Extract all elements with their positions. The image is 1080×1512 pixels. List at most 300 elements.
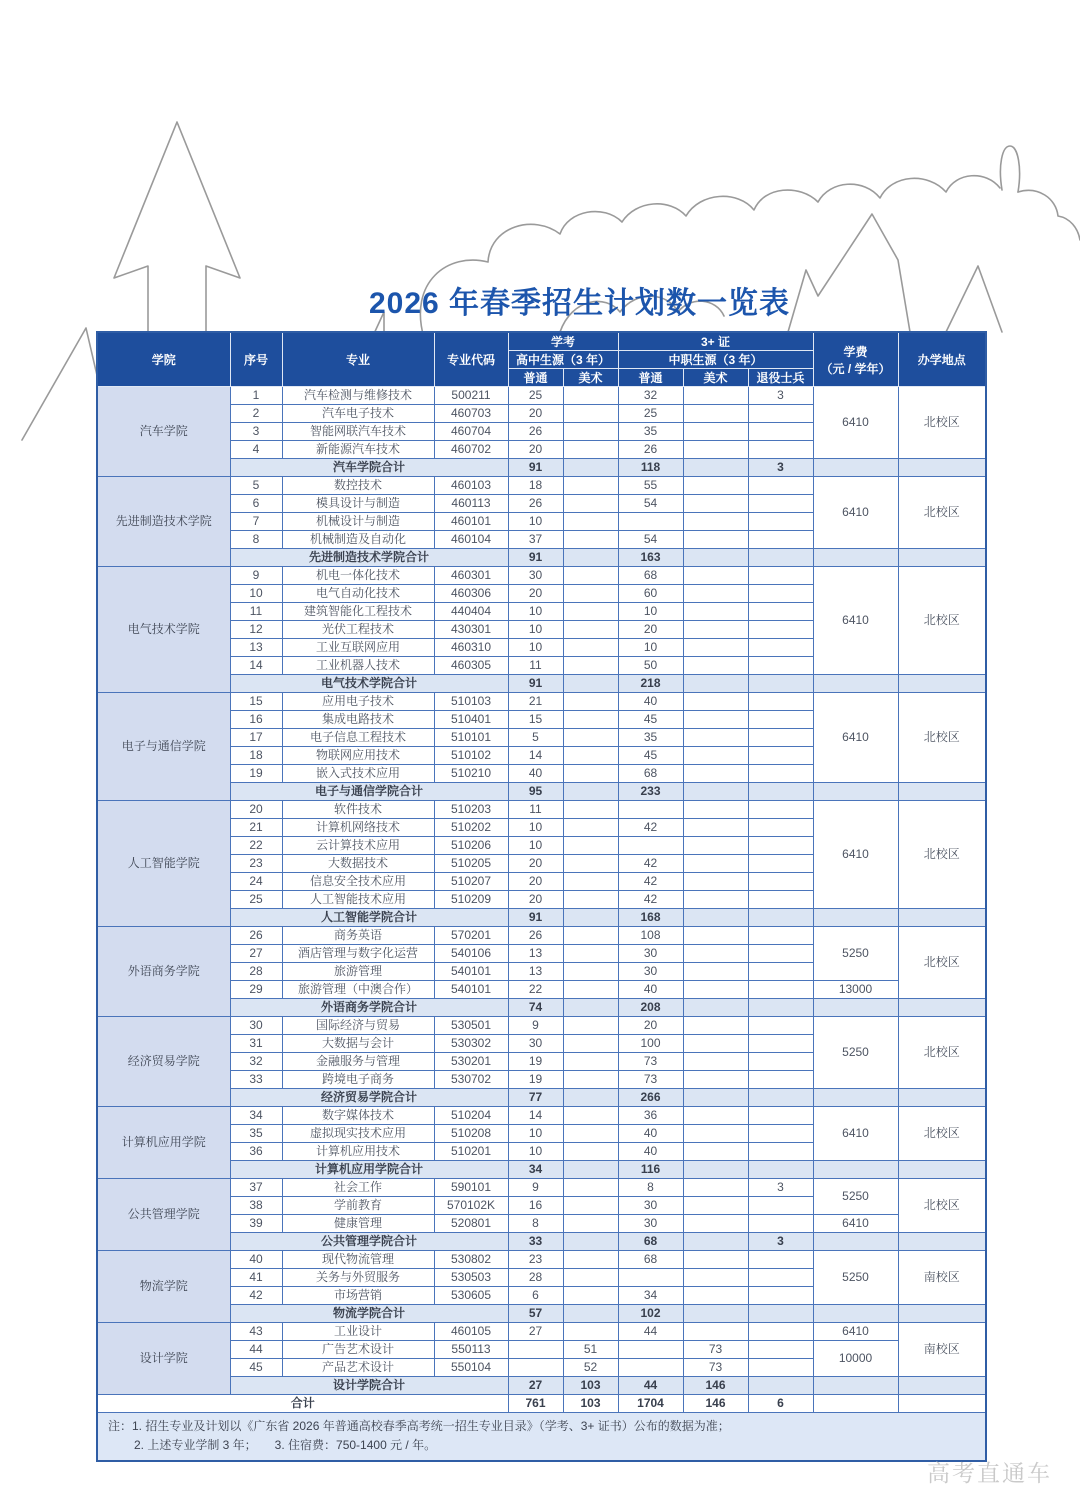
major-cell: 现代物流管理: [282, 1251, 434, 1269]
major-cell: 旅游管理: [282, 963, 434, 981]
enrollment-table: [96, 331, 987, 1462]
plan-count-cell: [683, 1017, 748, 1035]
plan-count-cell: 20: [508, 585, 563, 603]
major-cell: 旅游管理（中澳合作）: [282, 981, 434, 999]
plan-count-cell: [563, 819, 618, 837]
major-code-cell: 570102K: [434, 1197, 508, 1215]
plan-count-cell: 21: [508, 693, 563, 711]
plan-count-cell: [683, 621, 748, 639]
plan-count-cell: [618, 513, 683, 531]
serial-cell: 1: [230, 387, 282, 405]
grand-total-sz-putong: 1704: [618, 1395, 683, 1413]
serial-cell: 8: [230, 531, 282, 549]
plan-count-cell: [683, 1071, 748, 1089]
plan-count-cell: 54: [618, 531, 683, 549]
subtotal-count-cell: [748, 1305, 813, 1323]
major-cell: 金融服务与管理: [282, 1053, 434, 1071]
plan-count-cell: [683, 837, 748, 855]
subtotal-tuition-empty: [813, 1305, 898, 1323]
plan-count-cell: [748, 963, 813, 981]
location-cell: 北校区: [898, 801, 986, 909]
serial-cell: 40: [230, 1251, 282, 1269]
plan-count-cell: [563, 1035, 618, 1053]
plan-count-cell: [748, 1125, 813, 1143]
major-cell: 机电一体化技术: [282, 567, 434, 585]
plan-count-cell: [683, 477, 748, 495]
plan-count-cell: [683, 981, 748, 999]
subtotal-count-cell: 163: [618, 549, 683, 567]
plan-count-cell: [563, 1053, 618, 1071]
subtotal-location-empty: [898, 675, 986, 693]
major-code-cell: 510401: [434, 711, 508, 729]
major-cell: 电子信息工程技术: [282, 729, 434, 747]
plan-count-cell: 10: [508, 837, 563, 855]
program-row: [97, 1323, 986, 1341]
subtotal-count-cell: 33: [508, 1233, 563, 1251]
plan-count-cell: 13: [508, 945, 563, 963]
major-code-cell: 530802: [434, 1251, 508, 1269]
col-header-code: 专业代码: [434, 332, 508, 387]
plan-count-cell: [563, 693, 618, 711]
plan-count-cell: [563, 387, 618, 405]
subtotal-count-cell: 95: [508, 783, 563, 801]
serial-cell: 38: [230, 1197, 282, 1215]
major-code-cell: 510203: [434, 801, 508, 819]
serial-cell: 15: [230, 693, 282, 711]
subtotal-count-cell: [748, 783, 813, 801]
plan-count-cell: 40: [508, 765, 563, 783]
plan-count-cell: 10: [618, 639, 683, 657]
serial-cell: 5: [230, 477, 282, 495]
plan-count-cell: 9: [508, 1017, 563, 1035]
notes-cell: [97, 1413, 986, 1462]
plan-count-cell: [563, 711, 618, 729]
major-cell: 软件技术: [282, 801, 434, 819]
plan-count-cell: 73: [618, 1071, 683, 1089]
college-cell: 经济贸易学院: [97, 1017, 230, 1107]
plan-count-cell: 13: [508, 963, 563, 981]
major-cell: 集成电路技术: [282, 711, 434, 729]
major-cell: 模具设计与制造: [282, 495, 434, 513]
plan-count-cell: [683, 441, 748, 459]
subtotal-row: [97, 1233, 986, 1251]
plan-count-cell: [563, 585, 618, 603]
plan-count-cell: [563, 441, 618, 459]
plan-count-cell: [683, 1323, 748, 1341]
plan-count-cell: 35: [618, 729, 683, 747]
subtotal-location-empty: [898, 1161, 986, 1179]
major-code-cell: 530503: [434, 1269, 508, 1287]
plan-count-cell: 8: [508, 1215, 563, 1233]
plan-count-cell: [748, 801, 813, 819]
major-cell: 产品艺术设计: [282, 1359, 434, 1377]
plan-count-cell: [748, 531, 813, 549]
subtotal-row: [97, 1089, 986, 1107]
plan-count-cell: [563, 603, 618, 621]
serial-cell: 26: [230, 927, 282, 945]
tuition-header-line2: （元 / 学年）: [820, 361, 891, 376]
subtotal-count-cell: 74: [508, 999, 563, 1017]
location-cell: 北校区: [898, 567, 986, 675]
program-row: [97, 1179, 986, 1197]
plan-count-cell: 32: [618, 387, 683, 405]
serial-cell: 43: [230, 1323, 282, 1341]
serial-cell: 18: [230, 747, 282, 765]
plan-count-cell: 42: [618, 855, 683, 873]
major-code-cell: 460305: [434, 657, 508, 675]
tuition-cell: 6410: [813, 387, 898, 459]
location-cell: 北校区: [898, 1107, 986, 1161]
plan-count-cell: [563, 729, 618, 747]
program-row: [97, 477, 986, 495]
plan-count-cell: [683, 513, 748, 531]
col-header-location: 办学地点: [898, 332, 986, 387]
plan-count-cell: [748, 1107, 813, 1125]
major-code-cell: 460306: [434, 585, 508, 603]
plan-count-cell: 22: [508, 981, 563, 999]
plan-count-cell: [563, 765, 618, 783]
college-cell: 汽车学院: [97, 387, 230, 477]
major-cell: 数控技术: [282, 477, 434, 495]
subtotal-count-cell: [748, 675, 813, 693]
subtotal-count-cell: [748, 549, 813, 567]
subtotal-count-cell: 77: [508, 1089, 563, 1107]
subtotal-count-cell: [683, 1161, 748, 1179]
major-code-cell: 510209: [434, 891, 508, 909]
college-cell: 电气技术学院: [97, 567, 230, 693]
tuition-cell: 6410: [813, 567, 898, 675]
serial-cell: 42: [230, 1287, 282, 1305]
major-cell: 工业设计: [282, 1323, 434, 1341]
subtotal-label: 物流学院合计: [230, 1305, 508, 1323]
plan-count-cell: [563, 1197, 618, 1215]
plan-count-cell: [683, 945, 748, 963]
major-cell: 光伏工程技术: [282, 621, 434, 639]
plan-count-cell: 11: [508, 801, 563, 819]
major-code-cell: 540106: [434, 945, 508, 963]
serial-cell: 32: [230, 1053, 282, 1071]
major-code-cell: 570201: [434, 927, 508, 945]
plan-count-cell: [683, 1215, 748, 1233]
plan-count-cell: 60: [618, 585, 683, 603]
plan-count-cell: 3: [748, 1179, 813, 1197]
plan-count-cell: 37: [508, 531, 563, 549]
plan-count-cell: [618, 801, 683, 819]
plan-count-cell: [618, 1269, 683, 1287]
plan-count-cell: [563, 1071, 618, 1089]
col-header-putong-xk: 普通: [508, 369, 563, 387]
serial-cell: 7: [230, 513, 282, 531]
plan-count-cell: 30: [618, 945, 683, 963]
plan-count-cell: 10: [508, 639, 563, 657]
major-cell: 汽车电子技术: [282, 405, 434, 423]
major-cell: 新能源汽车技术: [282, 441, 434, 459]
plan-count-cell: [508, 1341, 563, 1359]
subtotal-row: [97, 675, 986, 693]
location-cell: 南校区: [898, 1251, 986, 1305]
serial-cell: 25: [230, 891, 282, 909]
program-row: [97, 1017, 986, 1035]
location-cell: 北校区: [898, 1179, 986, 1233]
plan-count-cell: 10: [618, 603, 683, 621]
serial-cell: 34: [230, 1107, 282, 1125]
plan-count-cell: [683, 531, 748, 549]
serial-cell: 36: [230, 1143, 282, 1161]
major-cell: 信息安全技术应用: [282, 873, 434, 891]
plan-count-cell: [618, 1341, 683, 1359]
subtotal-count-cell: 27: [508, 1377, 563, 1395]
serial-cell: 6: [230, 495, 282, 513]
plan-count-cell: 45: [618, 711, 683, 729]
plan-count-cell: [748, 405, 813, 423]
subtotal-count-cell: 103: [563, 1377, 618, 1395]
col-header-sanzheng: 3+ 证: [618, 332, 813, 351]
serial-cell: 29: [230, 981, 282, 999]
major-cell: 物联网应用技术: [282, 747, 434, 765]
major-code-cell: 510101: [434, 729, 508, 747]
plan-count-cell: [563, 981, 618, 999]
subtotal-count-cell: [683, 999, 748, 1017]
subtotal-count-cell: [683, 1233, 748, 1251]
major-cell: 跨境电子商务: [282, 1071, 434, 1089]
serial-cell: 23: [230, 855, 282, 873]
plan-count-cell: 30: [618, 1197, 683, 1215]
serial-cell: 44: [230, 1341, 282, 1359]
plan-count-cell: [683, 495, 748, 513]
grand-total-label: 合计: [97, 1395, 508, 1413]
subtotal-location-empty: [898, 1089, 986, 1107]
major-code-cell: 460310: [434, 639, 508, 657]
plan-count-cell: 10: [508, 603, 563, 621]
subtotal-count-cell: [683, 909, 748, 927]
col-header-college: 学院: [97, 332, 230, 387]
subtotal-count-cell: 44: [618, 1377, 683, 1395]
plan-count-cell: [563, 423, 618, 441]
plan-count-cell: 20: [508, 855, 563, 873]
plan-count-cell: [563, 1143, 618, 1161]
enrollment-table-container: [96, 331, 987, 1462]
plan-count-cell: [563, 945, 618, 963]
plan-count-cell: [563, 747, 618, 765]
major-code-cell: 460301: [434, 567, 508, 585]
plan-count-cell: 30: [508, 1035, 563, 1053]
program-row: [97, 567, 986, 585]
serial-cell: 45: [230, 1359, 282, 1377]
major-code-cell: 460113: [434, 495, 508, 513]
plan-count-cell: [683, 1125, 748, 1143]
college-cell: 公共管理学院: [97, 1179, 230, 1251]
plan-count-cell: 40: [618, 1143, 683, 1161]
plan-count-cell: [563, 927, 618, 945]
subtotal-tuition-empty: [813, 675, 898, 693]
tuition-cell: 5250: [813, 1179, 898, 1215]
subtotal-count-cell: [563, 1089, 618, 1107]
major-code-cell: 460704: [434, 423, 508, 441]
col-header-tuition: [813, 332, 898, 387]
major-cell: 健康管理: [282, 1215, 434, 1233]
plan-count-cell: 26: [508, 495, 563, 513]
serial-cell: 17: [230, 729, 282, 747]
plan-count-cell: [563, 1179, 618, 1197]
subtotal-location-empty: [898, 909, 986, 927]
plan-count-cell: [748, 423, 813, 441]
cloud-tail: [1018, 190, 1080, 240]
plan-count-cell: 10: [508, 819, 563, 837]
major-cell: 社会工作: [282, 1179, 434, 1197]
plan-count-cell: 44: [618, 1323, 683, 1341]
plan-count-cell: 8: [618, 1179, 683, 1197]
subtotal-count-cell: 118: [618, 459, 683, 477]
plan-count-cell: [748, 441, 813, 459]
plan-count-cell: [683, 387, 748, 405]
major-code-cell: 550104: [434, 1359, 508, 1377]
plan-count-cell: 68: [618, 567, 683, 585]
subtotal-count-cell: [563, 549, 618, 567]
subtotal-tuition-empty: [813, 1089, 898, 1107]
subtotal-location-empty: [898, 549, 986, 567]
plan-count-cell: [748, 1323, 813, 1341]
grand-total-sz-meishu: 146: [683, 1395, 748, 1413]
plan-count-cell: [748, 603, 813, 621]
subtotal-count-cell: 146: [683, 1377, 748, 1395]
major-code-cell: 510204: [434, 1107, 508, 1125]
location-cell: 南校区: [898, 1323, 986, 1377]
subtotal-count-cell: [683, 549, 748, 567]
major-cell: 关务与外贸服务: [282, 1269, 434, 1287]
plan-count-cell: 42: [618, 891, 683, 909]
plan-count-cell: [563, 1287, 618, 1305]
subtotal-count-cell: [748, 1377, 813, 1395]
major-code-cell: 510103: [434, 693, 508, 711]
plan-count-cell: 73: [683, 1359, 748, 1377]
program-row: [97, 1107, 986, 1125]
major-cell: 虚拟现实技术应用: [282, 1125, 434, 1143]
plan-count-cell: 73: [683, 1341, 748, 1359]
plan-count-cell: [563, 873, 618, 891]
col-header-no: 序号: [230, 332, 282, 387]
plan-count-cell: [563, 1323, 618, 1341]
major-code-cell: 530702: [434, 1071, 508, 1089]
plan-count-cell: 20: [618, 1017, 683, 1035]
plan-count-cell: 14: [508, 747, 563, 765]
plan-count-cell: [748, 585, 813, 603]
plan-count-cell: [748, 567, 813, 585]
serial-cell: 20: [230, 801, 282, 819]
program-row: [97, 387, 986, 405]
col-header-gaozhong: 高中生源（3 年）: [508, 351, 618, 369]
subtotal-count-cell: 233: [618, 783, 683, 801]
subtotal-tuition-empty: [813, 459, 898, 477]
plan-count-cell: [563, 1215, 618, 1233]
major-cell: 应用电子技术: [282, 693, 434, 711]
plan-count-cell: [563, 405, 618, 423]
college-cell: 计算机应用学院: [97, 1107, 230, 1179]
plan-count-cell: 34: [618, 1287, 683, 1305]
subtotal-count-cell: [563, 1305, 618, 1323]
plan-count-cell: [683, 639, 748, 657]
subtotal-label: 计算机应用学院合计: [230, 1161, 508, 1179]
plan-count-cell: 20: [508, 891, 563, 909]
major-cell: 智能网联汽车技术: [282, 423, 434, 441]
subtotal-label: 汽车学院合计: [230, 459, 508, 477]
plan-count-cell: [683, 1197, 748, 1215]
subtotal-count-cell: 218: [618, 675, 683, 693]
serial-cell: 4: [230, 441, 282, 459]
major-cell: 嵌入式技术应用: [282, 765, 434, 783]
table-header: [97, 332, 986, 387]
major-code-cell: 530302: [434, 1035, 508, 1053]
plan-count-cell: [683, 855, 748, 873]
subtotal-count-cell: 57: [508, 1305, 563, 1323]
note-line-2: 2. 上述专业学制 3 年； 3. 住宿费：750-1400 元 / 年。: [134, 1438, 437, 1452]
major-cell: 大数据与会计: [282, 1035, 434, 1053]
plan-count-cell: 26: [618, 441, 683, 459]
grand-total-tuiyi: 6: [748, 1395, 813, 1413]
major-code-cell: 540101: [434, 981, 508, 999]
note-line-1: 注：1. 招生专业及计划以《广东省 2026 年普通高校春季高考统一招生专业目录》（学考、3+ 证书）公布的数据为准；: [108, 1419, 730, 1433]
subtotal-row: [97, 1305, 986, 1323]
program-row: [97, 693, 986, 711]
subtotal-label: 人工智能学院合计: [230, 909, 508, 927]
plan-count-cell: 68: [618, 765, 683, 783]
plan-count-cell: [563, 891, 618, 909]
plan-count-cell: [683, 963, 748, 981]
plan-count-cell: [683, 693, 748, 711]
plan-count-cell: 42: [618, 873, 683, 891]
plan-count-cell: [563, 1125, 618, 1143]
col-header-tuiyi: 退役士兵: [748, 369, 813, 387]
plan-count-cell: 30: [618, 1215, 683, 1233]
location-cell: 北校区: [898, 1017, 986, 1089]
plan-count-cell: [683, 567, 748, 585]
serial-cell: 12: [230, 621, 282, 639]
plan-count-cell: [748, 1053, 813, 1071]
major-code-cell: 460703: [434, 405, 508, 423]
plan-count-cell: [748, 1035, 813, 1053]
plan-count-cell: [563, 531, 618, 549]
plan-count-cell: [748, 639, 813, 657]
plan-count-cell: 45: [618, 747, 683, 765]
plan-count-cell: [748, 1269, 813, 1287]
location-cell: 北校区: [898, 927, 986, 999]
plan-count-cell: [748, 1071, 813, 1089]
subtotal-tuition-empty: [813, 1233, 898, 1251]
plan-count-cell: [563, 621, 618, 639]
program-row: [97, 1215, 986, 1233]
tuition-cell: 10000: [813, 1341, 898, 1377]
serial-cell: 16: [230, 711, 282, 729]
table-footer: [97, 1395, 986, 1462]
plan-count-cell: [748, 855, 813, 873]
plan-count-cell: 54: [618, 495, 683, 513]
subtotal-tuition-empty: [813, 783, 898, 801]
plan-count-cell: 20: [618, 621, 683, 639]
major-code-cell: 460103: [434, 477, 508, 495]
plan-count-cell: 26: [508, 423, 563, 441]
major-cell: 云计算技术应用: [282, 837, 434, 855]
major-cell: 汽车检测与维修技术: [282, 387, 434, 405]
plan-count-cell: [748, 927, 813, 945]
plan-count-cell: [748, 1341, 813, 1359]
plan-count-cell: 27: [508, 1323, 563, 1341]
major-cell: 机械制造及自动化: [282, 531, 434, 549]
subtotal-tuition-empty: [813, 549, 898, 567]
plan-count-cell: [683, 603, 748, 621]
plan-count-cell: [748, 1143, 813, 1161]
plan-count-cell: [683, 819, 748, 837]
serial-cell: 3: [230, 423, 282, 441]
subtotal-location-empty: [898, 459, 986, 477]
